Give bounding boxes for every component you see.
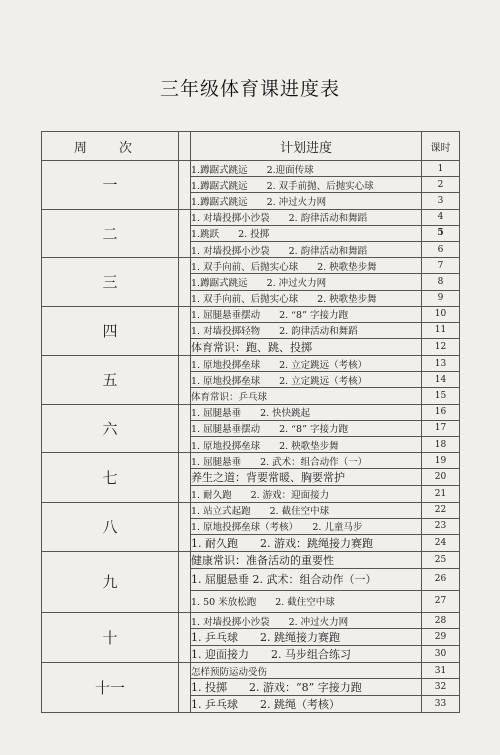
column-separator xyxy=(179,612,191,662)
table-row xyxy=(42,404,460,420)
column-separator xyxy=(179,404,191,453)
table-row xyxy=(42,663,460,679)
column-separator xyxy=(179,551,191,612)
table-row xyxy=(42,306,460,322)
lesson-number: 33 xyxy=(422,696,460,713)
lesson-number: 21 xyxy=(422,486,460,502)
page-title: 三年级体育课进度表 xyxy=(159,78,340,100)
lesson-number: 24 xyxy=(422,534,460,551)
plan-cell: 1. 屈腿悬垂摆动 2. “8” 字接力跑 xyxy=(191,420,422,436)
plan-cell: 养生之道：背要常暖、胸要常护 xyxy=(191,469,422,486)
column-separator xyxy=(179,663,191,713)
lesson-number: 4 xyxy=(422,209,460,225)
column-separator xyxy=(179,258,191,307)
lesson-number: 31 xyxy=(422,663,460,679)
lesson-number: 12 xyxy=(422,339,460,356)
lesson-number: 16 xyxy=(422,404,460,420)
plan-cell: 1. 投掷 2. 游戏：“8” 字接力跑 xyxy=(191,679,422,696)
lesson-number: 30 xyxy=(422,646,460,663)
table-row xyxy=(42,161,460,177)
plan-cell: 1. 原地投掷垒球 2. 立定跳远（考核） xyxy=(191,372,422,388)
week-label: 七 xyxy=(42,453,179,502)
lesson-number: 2 xyxy=(422,177,460,193)
lesson-number: 17 xyxy=(422,420,460,436)
plan-cell: 1.蹲踞式跳远 2. 冲过火力网 xyxy=(191,274,422,290)
plan-cell: 1.蹲踞式跳远 2. 冲过火力网 xyxy=(191,193,422,209)
plan-cell: 1. 原地投掷垒球 2. 秧歌垫步舞 xyxy=(191,437,422,453)
plan-cell: 1. 迎面接力 2. 马步组合练习 xyxy=(191,646,422,663)
lesson-number: 11 xyxy=(422,322,460,338)
lesson-number: 5 xyxy=(422,225,460,241)
plan-cell: 1. 屈腿悬垂摆动 2. “8” 字接力跑 xyxy=(191,306,422,322)
plan-cell: 1. 双手向前、后抛实心球 2. 秧歌垫步舞 xyxy=(191,290,422,306)
week-label: 二 xyxy=(42,209,179,258)
plan-cell: 1. 对墙投掷轻物 2. 韵律活动和舞蹈 xyxy=(191,322,422,338)
column-separator xyxy=(179,502,191,551)
week-label: 八 xyxy=(42,502,179,551)
table-row xyxy=(42,551,460,568)
plan-cell: 1.蹲踞式跳远 2.迎面传球 xyxy=(191,161,422,177)
plan-cell: 1. 对墙投掷小沙袋 2. 韵律活动和舞蹈 xyxy=(191,209,422,225)
lesson-number: 23 xyxy=(422,518,460,534)
week-label: 十一 xyxy=(42,663,179,713)
plan-cell: 1. 原地投掷垒球 2. 立定跳远（考核） xyxy=(191,356,422,372)
lesson-number: 18 xyxy=(422,437,460,453)
plan-cell: 体育常识：跑、跳、投掷 xyxy=(191,339,422,356)
week-label: 九 xyxy=(42,551,179,612)
lesson-number: 29 xyxy=(422,629,460,646)
week-label: 三 xyxy=(42,258,179,307)
plan-cell: 1. 乒乓球 2. 跳绳接力赛跑 xyxy=(191,629,422,646)
lesson-number: 14 xyxy=(422,372,460,388)
plan-cell: 1. 双手向前、后抛实心球 2. 秧歌垫步舞 xyxy=(191,258,422,274)
week-label: 四 xyxy=(42,306,179,355)
week-header: 周 次 xyxy=(42,132,179,161)
week-label: 一 xyxy=(42,161,179,210)
lesson-number: 19 xyxy=(422,453,460,469)
lesson-number: 8 xyxy=(422,274,460,290)
plan-cell: 1. 站立式起跑 2. 截住空中球 xyxy=(191,502,422,518)
plan-cell: 1. 乒乓球 2. 跳绳（考核） xyxy=(191,696,422,713)
plan-cell: 1.蹲踞式跳远 2. 双手前抛、后抛实心球 xyxy=(191,177,422,193)
lesson-number: 15 xyxy=(422,388,460,404)
plan-cell: 1.跳跃 2. 投掷 xyxy=(191,225,422,241)
plan-cell: 1. 屈腿悬垂 2. 武术：组合动作（一） xyxy=(191,453,422,469)
column-separator xyxy=(179,161,191,210)
plan-cell: 体育常识：乒乓球 xyxy=(191,388,422,404)
lesson-number: 7 xyxy=(422,258,460,274)
plan-cell: 1. 屈腿悬垂 2. 快快跳起 xyxy=(191,404,422,420)
plan-cell: 1. 对墙投掷小沙袋 2. 韵律活动和舞蹈 xyxy=(191,241,422,257)
schedule-body xyxy=(42,161,460,713)
table-row xyxy=(42,502,460,518)
lesson-number: 20 xyxy=(422,469,460,486)
lesson-number: 26 xyxy=(422,568,460,590)
plan-header: 计划进度 xyxy=(191,132,422,161)
lesson-number: 3 xyxy=(422,193,460,209)
lesson-number: 9 xyxy=(422,290,460,306)
table-row xyxy=(42,612,460,628)
week-label: 六 xyxy=(42,404,179,453)
schedule-table xyxy=(41,131,460,713)
plan-cell: 1. 屈腿悬垂 2. 武术：组合动作（一） xyxy=(191,568,422,590)
plan-cell: 1. 耐久跑 2. 游戏：跳绳接力赛跑 xyxy=(191,534,422,551)
table-row xyxy=(42,258,460,274)
table-row xyxy=(42,453,460,469)
week-label: 五 xyxy=(42,356,179,405)
column-separator xyxy=(179,306,191,355)
lesson-number: 22 xyxy=(422,502,460,518)
lesson-number: 27 xyxy=(422,590,460,612)
column-separator xyxy=(179,453,191,502)
lesson-number: 25 xyxy=(422,551,460,568)
week-label: 十 xyxy=(42,612,179,662)
plan-cell: 1. 对墙投掷小沙袋 2. 冲过火力网 xyxy=(191,612,422,628)
header-row xyxy=(42,132,460,161)
lesson-number: 1 xyxy=(422,161,460,177)
column-separator xyxy=(179,209,191,258)
hours-header: 课时 xyxy=(422,132,460,161)
plan-cell: 1. 耐久跑 2. 游戏：迎面接力 xyxy=(191,486,422,502)
lesson-number: 32 xyxy=(422,679,460,696)
plan-cell: 健康常识：准备活动的重要性 xyxy=(191,551,422,568)
plan-cell: 怎样预防运动受伤 xyxy=(191,663,422,679)
plan-cell: 1. 50 米放松跑 2. 截住空中球 xyxy=(191,590,422,612)
lesson-number: 28 xyxy=(422,612,460,628)
lesson-number: 10 xyxy=(422,306,460,322)
lesson-number: 13 xyxy=(422,356,460,372)
table-row xyxy=(42,356,460,372)
column-separator xyxy=(179,132,191,161)
plan-cell: 1. 原地投掷垒球（考核） 2. 儿童马步 xyxy=(191,518,422,534)
lesson-number: 6 xyxy=(422,241,460,257)
column-separator xyxy=(179,356,191,405)
table-row xyxy=(42,209,460,225)
